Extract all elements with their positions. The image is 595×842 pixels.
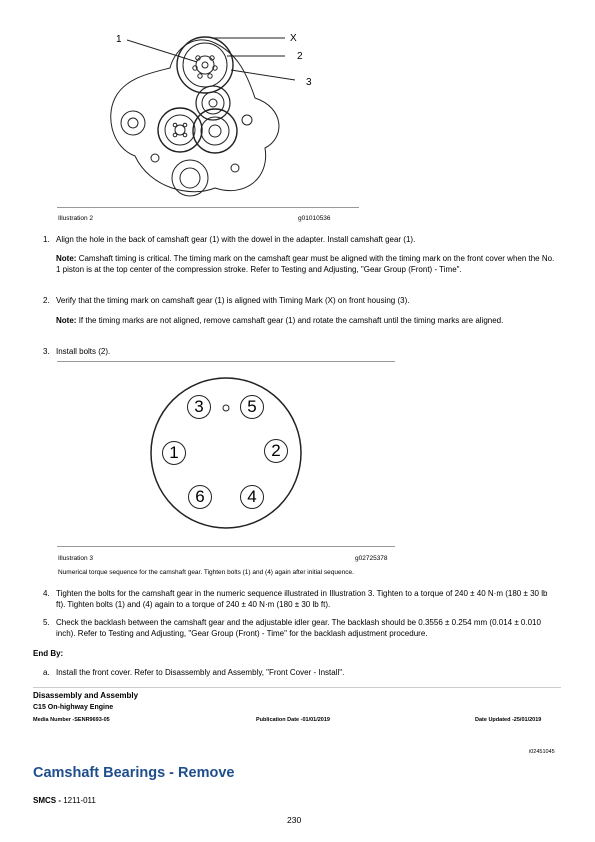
footer-doc-id: i02451045: [529, 749, 555, 755]
page-number: 230: [287, 815, 302, 825]
figure2-top-rule: [57, 361, 395, 362]
footer-publication: Publication Date -01/01/2019: [256, 717, 330, 723]
bolt-5: 5: [240, 395, 264, 419]
callout-2: 2: [297, 51, 303, 62]
step-5-text: Check the backlash between the camshaft gear and the adjustable idler gear. The backlash should be 0.3556 ± 0.254 mm (0.014 ± 0.010 inch). Refer to Testing and Adjusting, "Gear Group (Front) - Time" for the backlash adjustment procedure.: [56, 618, 541, 638]
bolt-3: 3: [187, 395, 211, 419]
step-4-text: Tighten the bolts for the camshaft gear in the numeric sequence illustrated in Illustration 3. Tighten to a torque of 240 ± 40 N·m (180 ± 30 lb ft). Tighten bolts (1) and (4) again to a torque of 240 ± 40 N·m (180 ± 30 lb ft).: [56, 589, 548, 609]
bolt-2: 2: [264, 439, 288, 463]
figure2-caption-label: Illustration 3: [58, 555, 94, 562]
smcs-code: 1211-011: [63, 796, 96, 805]
end-by-item-text: Install the front cover. Refer to Disassembly and Assembly, "Front Cover - Install".: [56, 668, 345, 677]
step-3-number: 3.: [43, 347, 50, 356]
callout-x: X: [290, 33, 297, 44]
step-3-text: Install bolts (2).: [56, 347, 111, 356]
gear-train-illustration: [95, 28, 325, 200]
figure1-caption-label: Illustration 2: [58, 215, 94, 222]
footer-engine: C15 On-highway Engine: [33, 704, 114, 711]
footer-media: Media Number -SENR9693-05: [33, 717, 110, 723]
bolt-6: 6: [188, 485, 212, 509]
footer-updated: Date Updated -25/01/2019: [475, 717, 542, 723]
step-2-number: 2.: [43, 296, 50, 305]
bolt-4: 4: [240, 485, 264, 509]
step-2-text: Verify that the timing mark on camshaft gear (1) is aligned with Timing Mark (X) on front housing (3).: [56, 296, 410, 305]
step-1-number: 1.: [43, 235, 50, 244]
figure1-rule: [57, 207, 359, 208]
figure2-caption-id: g02725378: [355, 555, 388, 562]
footer-section: Disassembly and Assembly: [33, 691, 139, 700]
note-1-label: Note:: [56, 254, 77, 263]
note-1: [56, 254, 556, 275]
callout-3: 3: [306, 77, 312, 88]
end-by-heading: End By:: [33, 649, 64, 658]
note-2: [56, 316, 556, 327]
section-title: Camshaft Bearings - Remove: [33, 765, 235, 781]
callout-1: 1: [116, 34, 122, 45]
smcs-line: [33, 796, 96, 805]
step-5-number: 5.: [43, 618, 50, 627]
footer-rule: [33, 687, 561, 688]
bolt-1: 1: [162, 441, 186, 465]
note-1-text: Camshaft timing is critical. The timing mark on the camshaft gear must be aligned with the timing mark on the front cover when the No. 1 piston is at the top center of the compression stroke. Refer to Testing and Adjusting, "Gear Group (Front) - Time".: [56, 254, 555, 274]
step-4-number: 4.: [43, 589, 50, 598]
figure2-rule: [57, 546, 395, 547]
note-2-label: Note:: [56, 316, 77, 325]
step-1-text: Align the hole in the back of camshaft gear (1) with the dowel in the adapter. Install camshaft gear (1).: [56, 235, 416, 244]
figure2-caption-text: Numerical torque sequence for the camshaft gear. Tighten bolts (1) and (4) again after initial sequence.: [58, 569, 354, 576]
end-by-item-label: a.: [43, 668, 50, 677]
smcs-label: SMCS -: [33, 796, 61, 805]
note-2-text: If the timing marks are not aligned, remove camshaft gear (1) and rotate the camshaft until the timing marks are aligned.: [78, 316, 504, 325]
figure1-caption-id: g01010536: [298, 215, 331, 222]
